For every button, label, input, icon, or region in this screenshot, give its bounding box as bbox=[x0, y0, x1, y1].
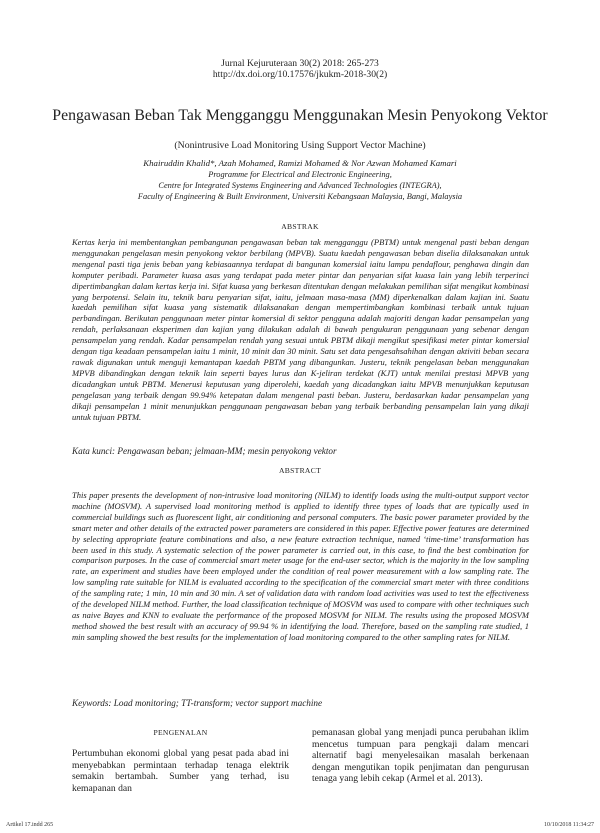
abstract-body: This paper presents the development of non-intrusive load monitoring (NILM) to identify loads using the multi-output support vector machine (MOSVM). A supervised load monitoring method is applied to identify three types of loads that are typically used in commercial buildings such as fluorescent light, air conditioning and personal computers. The basic power parameter provided by the smart meter and other details of the extracted power parameters are considered in this paper. Effective power features are determined by selecting appropriate feature combinations and also, a new feature extraction technique, named ‘time-time’ transformation has been used in this study. A systematic selection of the power parameter is carried out, in this case, to find the best combination for comparison purposes. In the case of commercial smart meter usage for the end-user sector, which is the majority in the low sampling rate, an experiment and studies have been employed under the condition of real power measurement with a low sampling rate. The low sampling rate suitable for NILM is evaluated according to the specification of the commercial smart meter with three conditions of the sampling rate; 1 min, 10 min and 30 min. A set of validation data with random load activities was used to test the effectiveness of the developed NILM method. Further, the load classification technique of MOSVM was used to compare with other techniques such as naive Bayes and KNN to evaluate the performance of the proposed MOSVM for NILM. The results using the proposed MOSVM method showed the best result with an accuracy of 99.94 % in identifying the load. Therefore, based on the sampling rate studied, 1 min sampling showed the best results for the implementation of load monitoring compared to the other sampling rates for NILM. bbox=[72, 490, 529, 642]
paper-title: Pengawasan Beban Tak Mengganggu Menggunakan Mesin Penyokong Vektor bbox=[52, 107, 548, 124]
abstrak-heading: ABSTRAK bbox=[281, 222, 319, 231]
keywords: Keywords: Load monitoring; TT-transform; vector support machine bbox=[72, 698, 323, 708]
journal-citation: Jurnal Kejuruteraan 30(2) 2018: 265-273 bbox=[221, 58, 379, 69]
affiliation-line-3: Faculty of Engineering & Built Environment, Universiti Kebangsaan Malaysia, Bangi, Malaysia bbox=[137, 192, 463, 201]
intro-right-column: pemanasan global yang menjadi punca perubahan iklim mencetus tumpuan para pengkaji dalam mencari alternatif bagi menyelesaikan masalah berkenaan dengan mengutikan topik penjimatan dan pengurusan tenaga yang lebih cekap (Armel et al. 2013). bbox=[312, 727, 529, 785]
paper-subtitle: (Nonintrusive Load Monitoring Using Support Vector Machine) bbox=[174, 140, 426, 151]
intro-left-column: Pertumbuhan ekonomi global yang pesat pada abad ini menyebabkan permintaan terhadap tenaga elektrik semakin bertambah. Sumber yang terhad, isu kemapanan dan bbox=[72, 748, 289, 794]
footer-file: Artikel 17.indd 265 bbox=[6, 822, 54, 828]
footer-date: 10/10/2018 11:34:27 bbox=[544, 822, 594, 828]
kata-kunci: Kata kunci: Pengawasan beban; jelmaan-MM; mesin penyokong vektor bbox=[72, 446, 337, 456]
author-list: Khairuddin Khalid*, Azah Mohamed, Ramizi Mohamed & Nor Azwan Mohamed Kamari bbox=[143, 158, 457, 168]
affiliation-line-2: Centre for Integrated Systems Engineering and Advanced Technologies (INTEGRA), bbox=[158, 181, 442, 190]
journal-doi[interactable]: http://dx.doi.org/10.17576/jkukm-2018-30(2) bbox=[212, 69, 388, 80]
affiliation-line-1: Programme for Electrical and Electronic Engineering, bbox=[208, 170, 392, 179]
abstract-heading: ABSTRACT bbox=[278, 466, 322, 475]
pengenalan-heading: PENGENALAN bbox=[153, 728, 208, 737]
abstrak-body: Kertas kerja ini membentangkan pembangunan pengawasan beban tak mengganggu (PBTM) untuk mengenal pasti beban dengan menggunakan pengelasan mesin penyokong vektor berbilang (MPVB). Suatu kaedah pengawasan beban diselia dilaksanakan untuk mengenal pasti tiga jenis beban yang kebiasaannya terdapat di bangunan komersial iaitu lampu pendaflour, penghawa dingin dan komputer peribadi. Parameter kuasa asas yang terdapat pada meter pintar dan penyarian sifat kuasa lain yang lebih terperinci dipertimbangkan dalam kertas kerja ini. Sifat kuasa yang berkesan ditentukan dengan melakukan pemilihan sifat mengikut kombinasi yang berpotensi. Selain itu, teknik baru penyarian sifat, iaitu, jelmaan masa-masa (MM) diperkenalkan dalam kajian ini. Suatu kaedah pemilihan sifat kuasa yang sistematik dilaksanakan dengan mempertimbangkan kombinasi terbaik untuk tujuan perbandingan. Berikutan penggunaan meter pintar komersial di sektor pengguna adalah majoriti dengan kadar pensampelan yang rendah, perlaksanaan eksperimen dan kajian yang dilakukan adalah di bawah pengukuran penggunaan yang sebenar dengan pensampelan yang rendah. Kadar pensampelan rendah yang sesuai untuk PBTM dikaji mengikut spesifikasi meter pintar komersial dengan tiga keadaan pensampelan iaitu 1 minit, 10 minit dan 30 minit. Satu set data pengesahsahihan dengan aktiviti beban secara rawak digunakan untuk menguji kemantapan kaedah PBTM yang dibangunkan. Justeru, teknik pengelasan beban menggunakan MPVB dibandingkan dengan teknik lain seperti bayes lurus dan K-jeliran terdekat (KJT) untuk menilai prestasi MPVB yang dicadangkan untuk PBTM. Menerusi keputusan yang diperolehi, kaedah yang dicadangkan iaitu MPVB menunjukkan keputusan pengelasan yang terbaik dengan 99.94% ketepatan dalam mengenal pasti beban. Justeru, berdasarkan kadar pensampelan yang dikaji pensampelan 1 minit menunjukkan penggunaan pengawasan beban yang terbaik berbanding pensampelan lain yang dikaji untuk tujuan PBTM. bbox=[72, 237, 529, 422]
